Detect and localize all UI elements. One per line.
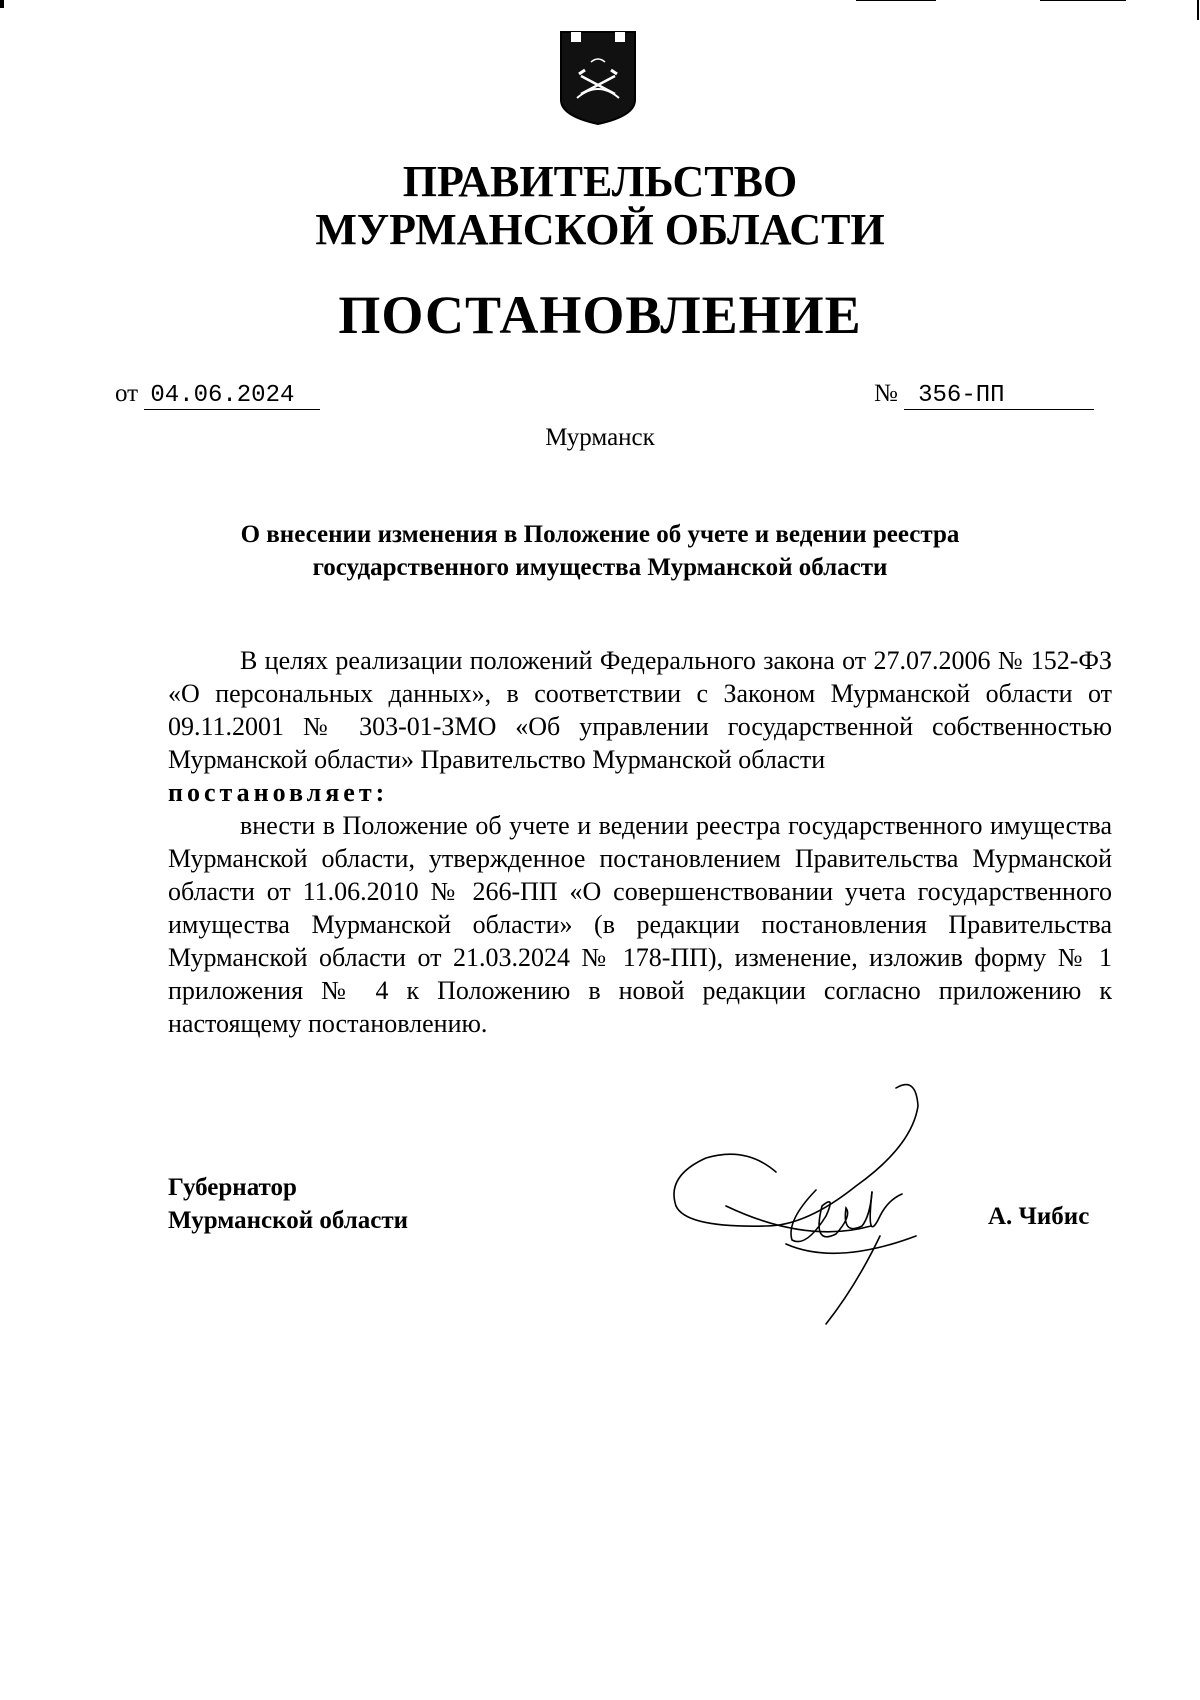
number-prefix: № [874,380,898,407]
scan-mark-top-right-2 [1040,0,1126,1]
title-line1: О внесении изменения в Положение об учете и ведении реестра [240,521,960,548]
body-paragraph-1: В целях реализации положений Федерального закона от 27.07.2006 № 152-ФЗ «О персональных данных», в соответствии с Законом Мурманской области от 09.11.2001 № 303-01-ЗМО «Об управлении государственной собственностью Мурманской области» Правительство Мурманской области [168,646,1112,774]
number-value: 356-ПП [918,382,1005,409]
scan-mark-top-right-1 [856,0,936,1]
scan-mark-top-left [0,0,4,8]
city: Мурманск [545,424,655,451]
document-type: ПОСТАНОВЛЕНИЕ [338,285,862,345]
handwritten-signature [666,1076,936,1326]
signatory-position-line2: Мурманской области [168,1207,409,1234]
date-field [144,380,320,410]
document-title [0,518,1200,584]
coat-of-arms-icon [557,28,639,126]
org-name-line2: МУРМАНСКОЙ ОБЛАСТИ [315,205,885,254]
org-name-line1: ПРАВИТЕЛЬСТВО [402,157,798,206]
date-block [115,380,320,410]
scan-mark-right-edge [1197,0,1199,20]
title-line2: государственного имущества Мурманской области [312,554,888,581]
signatory-position [168,1171,408,1237]
number-block [874,380,1094,410]
signatory-name: А. Чибис [988,1203,1090,1230]
decree-word: постановляет: [168,778,389,807]
number-field [904,380,1094,410]
signatory-position-line1: Губернатор [168,1174,297,1201]
body-paragraph-2: внести в Положение об учете и ведении реестра государственного имущества Мурманской области, утвержденное постановлением Правительства Мурманской области от 11.06.2010 № 266-ПП «О совершенствовании учета государственного имущества Мурманской области» (в редакции постановления Правительства Мурманской области от 21.03.2024 № 178-ПП), изменение, изложив форму № 1 приложения № 4 к Положению в новой редакции согласно приложению к настоящему постановлению. [168,811,1112,1038]
document-body [168,644,1112,1040]
date-prefix: от [115,380,139,407]
date-value: 04.06.2024 [150,382,295,409]
